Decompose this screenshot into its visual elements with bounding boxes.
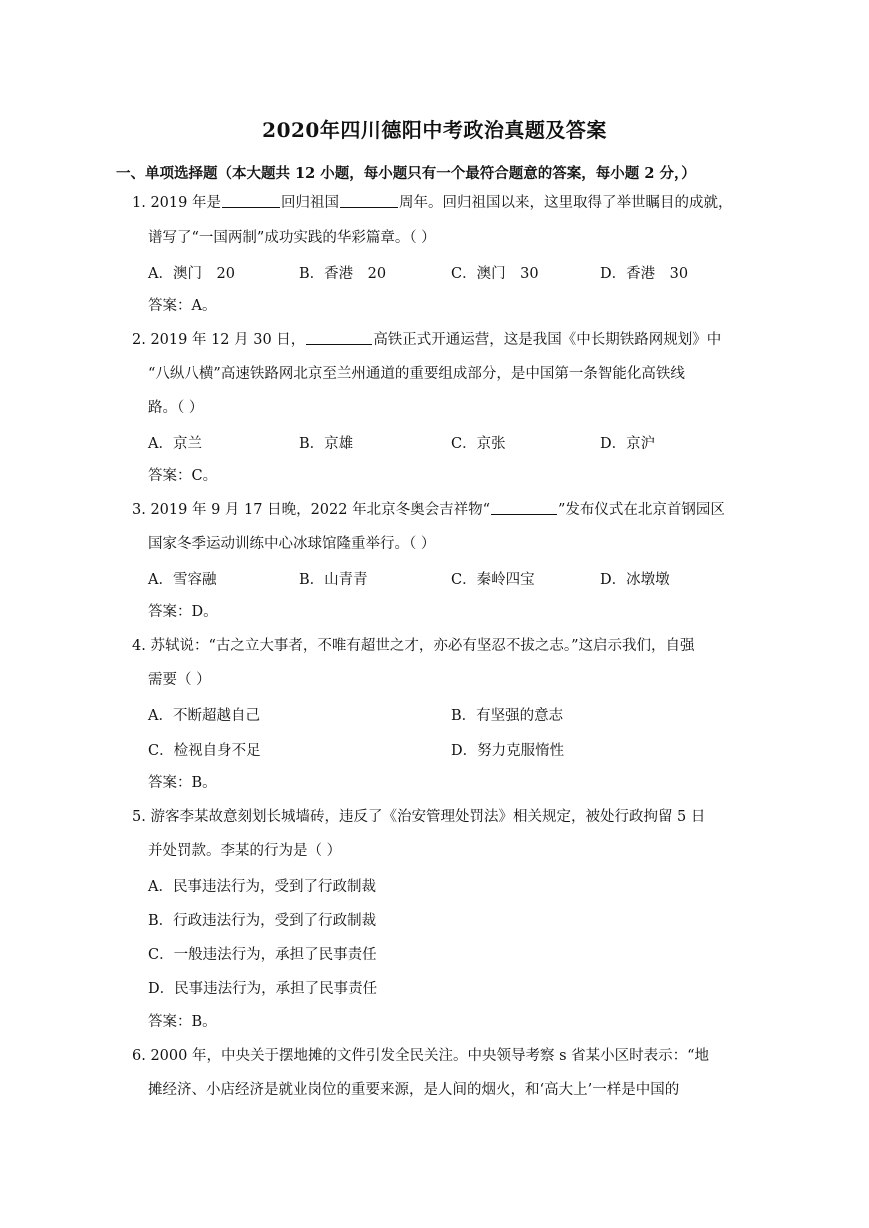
option-d: D．努力克服惰性	[451, 743, 565, 759]
question-5	[132, 807, 705, 827]
question-text: 2000 年，中央关于摆地摊的文件引发全民关注。中央领导考察 s 省某小区时表示：“地	[150, 1048, 710, 1064]
option-a: A．民事违法行为，受到了行政制裁	[148, 879, 376, 895]
option-d: D．京沪	[600, 436, 656, 452]
question-text: ”发布仪式在北京首钢园区	[558, 502, 725, 518]
option-b: B．京雄	[299, 436, 354, 452]
question-number: 2.	[132, 332, 146, 348]
answer: 答案：B。	[148, 775, 217, 791]
question-number: 6.	[132, 1048, 146, 1064]
question-1	[132, 193, 732, 213]
fill-blank	[222, 193, 280, 208]
section-heading: 一、单项选择题（本大题共 12 小题，每小题只有一个最符合题意的答案，每小题 2 分，）	[116, 165, 696, 182]
option-c: C．检视自身不足	[148, 743, 261, 759]
question-6	[132, 1046, 709, 1066]
document-title: 2020年四川德阳中考政治真题及答案	[262, 118, 607, 142]
fill-blank	[491, 500, 557, 515]
question-text: 需要（ ）	[148, 672, 211, 688]
question-text: “八纵八横”高速铁路网北京至兰州通道的重要组成部分，是中国第一条智能化高铁线	[148, 366, 685, 382]
question-number: 1.	[132, 195, 146, 211]
question-text: 回归祖国	[280, 195, 339, 211]
question-text: 苏轼说：“古之立大事者，不唯有超世之才，亦必有坚忍不拔之志。”这启示我们，自强	[150, 638, 695, 654]
option-a: A．雪容融	[148, 572, 217, 588]
answer: 答案：C。	[148, 468, 218, 484]
option-b: B．香港 20	[299, 266, 387, 282]
answer: 答案：A。	[148, 298, 217, 314]
question-number: 3.	[132, 502, 146, 518]
question-text: 路。（ ）	[148, 400, 204, 416]
question-number: 4.	[132, 638, 146, 654]
question-4	[132, 636, 695, 656]
option-d: D．冰墩墩	[600, 572, 670, 588]
answer: 答案：B。	[148, 1014, 217, 1030]
fill-blank	[306, 330, 372, 345]
option-c: C．一般违法行为，承担了民事责任	[148, 947, 377, 963]
option-a: A．京兰	[148, 436, 202, 452]
option-c: C．秦岭四宝	[451, 572, 535, 588]
option-c: C．澳门 30	[451, 266, 539, 282]
option-d: D．民事违法行为，承担了民事责任	[148, 981, 378, 997]
question-text: 摊经济、小店经济是就业岗位的重要来源，是人间的烟火，和‘高大上’一样是中国的	[148, 1082, 680, 1098]
question-text: 游客李某故意刻划长城墙砖，违反了《治安管理处罚法》相关规定，被处行政拘留 5 日	[150, 809, 706, 825]
question-text: 高铁正式开通运营，这是我国《中长期铁路网规划》中	[373, 332, 722, 348]
question-3	[132, 500, 725, 520]
option-d: D．香港 30	[600, 266, 689, 282]
option-b: B．行政违法行为，受到了行政制裁	[148, 913, 377, 929]
option-c: C．京张	[451, 436, 506, 452]
question-number: 5.	[132, 809, 146, 825]
question-text: 周年。回归祖国以来，这里取得了举世瞩目的成就，	[398, 195, 733, 211]
option-b: B．有坚强的意志	[451, 708, 564, 724]
option-b: B．山青青	[299, 572, 368, 588]
question-2	[132, 330, 721, 350]
question-text: 2019 年 9 月 17 日晚，2022 年北京冬奥会吉祥物“	[150, 502, 490, 518]
question-text: 国家冬季运动训练中心冰球馆隆重举行。（ ）	[148, 536, 436, 552]
question-text: 谱写了“一国两制”成功实践的华彩篇章。（ ）	[148, 230, 436, 246]
question-text: 并处罚款。李某的行为是（ ）	[148, 843, 342, 859]
question-text: 2019 年是	[150, 195, 221, 211]
question-text: 2019 年 12 月 30 日，	[150, 332, 306, 348]
fill-blank	[340, 193, 398, 208]
option-a: A．不断超越自己	[148, 708, 260, 724]
option-a: A．澳门 20	[148, 266, 235, 282]
answer: 答案：D。	[148, 604, 218, 620]
